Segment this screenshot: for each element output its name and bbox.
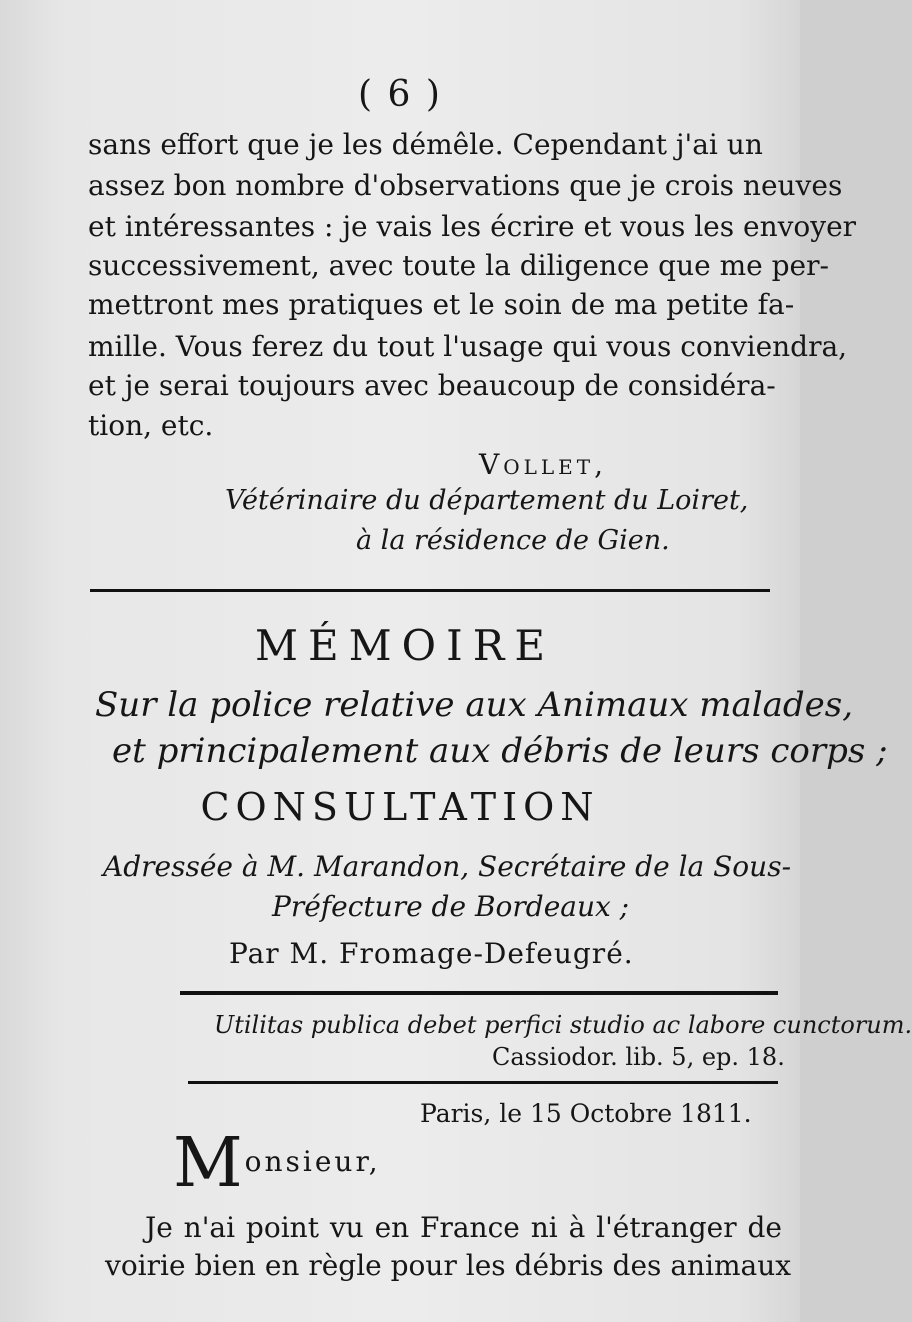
signature-residence: à la résidence de Gien. xyxy=(356,525,670,556)
body-text-line: successivement, avec toute la diligence que me per- xyxy=(88,249,829,282)
memoire-title: MÉMOIRE xyxy=(255,621,555,670)
section-rule xyxy=(90,589,770,592)
body-text-line: tion, etc. xyxy=(88,409,214,442)
signature-name: Vollet, xyxy=(479,448,608,481)
page-number: ( 6 ) xyxy=(358,74,442,115)
signature-title: Vétérinaire du département du Loiret, xyxy=(225,485,749,516)
epigraph-quote: Utilitas publica debet perfici studio ac labore cunctorum. xyxy=(214,1011,912,1039)
salutation-rest: onsieur, xyxy=(244,1145,381,1178)
epigraph-source: Cassiodor. lib. 5, ep. 18. xyxy=(492,1043,785,1071)
epigraph-rule-top xyxy=(180,991,778,995)
body-text-line: mettront mes pratiques et le soin de ma petite fa- xyxy=(88,288,795,321)
epigraph-rule-bottom xyxy=(188,1081,778,1084)
memoire-subtitle-line-2: et principalement aux débris de leurs corps ; xyxy=(112,731,888,771)
letter-line-2: voirie bien en règle pour les débris des animaux xyxy=(105,1249,792,1282)
body-text-line: et je serai toujours avec beaucoup de considéra- xyxy=(88,369,776,402)
consultation-heading: CONSULTATION xyxy=(200,785,600,829)
addressed-line-2: Préfecture de Bordeaux ; xyxy=(272,890,630,923)
body-text-line: sans effort que je les démêle. Cependant j'ai un xyxy=(88,128,763,161)
addressed-line-1: Adressée à M. Marandon, Secrétaire de la Sous- xyxy=(103,850,792,883)
body-text-line: et intéressantes : je vais les écrire et vous les envoyer xyxy=(88,210,857,243)
letter-line-1: Je n'ai point vu en France ni à l'étranger de xyxy=(145,1211,782,1244)
letter-salutation xyxy=(173,1124,381,1203)
memoire-subtitle-line-1: Sur la police relative aux Animaux malades, xyxy=(95,685,854,725)
body-text-line: assez bon nombre d'observations que je crois neuves xyxy=(88,169,843,202)
salutation-initial: M xyxy=(173,1124,243,1203)
letter-date: Paris, le 15 Octobre 1811. xyxy=(420,1099,752,1128)
body-text-line: mille. Vous ferez du tout l'usage qui vous conviendra, xyxy=(88,330,848,363)
author-line: Par M. Fromage-Defeugré. xyxy=(229,937,634,970)
